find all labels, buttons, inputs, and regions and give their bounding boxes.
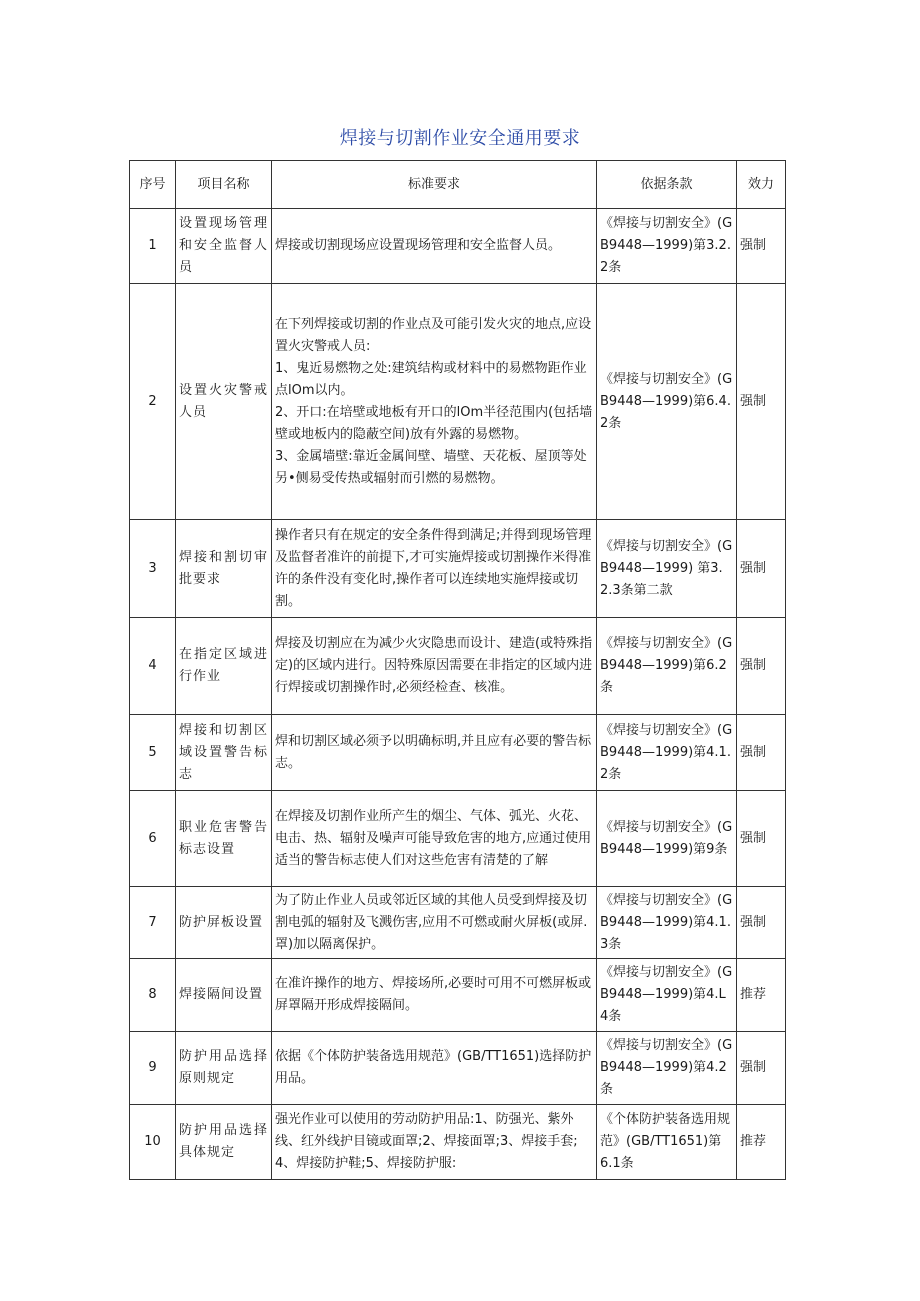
row-requirement (272, 1032, 597, 1105)
requirements-table (129, 160, 786, 1180)
row-number: 9 (130, 1032, 176, 1105)
row-requirement (272, 520, 597, 618)
requirement-line: 操作者只有在规定的安全条件得到满足;并得到现场管理及监督者准许的前提下,才可实施焊接或切割操作米得准许的条件没有变化时,操作者可以连续地实施焊接或切割。 (275, 527, 592, 609)
row-item-name: 焊接和切割区域设置警告标志 (176, 715, 272, 791)
table-row (130, 209, 786, 284)
row-number: 1 (130, 209, 176, 284)
row-requirement (272, 618, 597, 715)
row-number: 8 (130, 959, 176, 1032)
header-requirement: 标准要求 (272, 161, 597, 209)
requirement-line: 在准许操作的地方、焊接场所,必要时可用不可燃屏板或屏罩隔开形成焊接隔间。 (275, 976, 592, 1013)
row-requirement (272, 715, 597, 791)
row-basis: 《焊接与切割安全》(GB9448—1999)第6.2条 (597, 618, 737, 715)
row-item-name: 防护用品选择原则规定 (176, 1032, 272, 1105)
table-row (130, 1105, 786, 1180)
row-effect: 推荐 (737, 1105, 786, 1180)
requirement-line: 焊接或切割现场应设置现场管理和安全监督人员。 (275, 238, 562, 253)
row-number: 3 (130, 520, 176, 618)
table-header-row (130, 161, 786, 209)
row-item-name: 设置现场管理和安全监督人员 (176, 209, 272, 284)
row-effect: 强制 (737, 791, 786, 887)
header-name: 项目名称 (176, 161, 272, 209)
row-requirement (272, 209, 597, 284)
table-row (130, 715, 786, 791)
row-item-name: 设置火灾警戒人员 (176, 284, 272, 520)
table-row (130, 887, 786, 959)
row-basis: 《焊接与切割安全》(GB9448—1999)第4.1.3条 (597, 887, 737, 959)
row-effect: 强制 (737, 209, 786, 284)
table-row (130, 1032, 786, 1105)
row-effect: 强制 (737, 618, 786, 715)
table-body (130, 209, 786, 1180)
table-row (130, 520, 786, 618)
header-effect: 效力 (737, 161, 786, 209)
row-basis: 《焊接与切割安全》(GB9448—1999) 第3.2.3条第二款 (597, 520, 737, 618)
row-basis: 《焊接与切割安全》(GB9448—1999)第9条 (597, 791, 737, 887)
row-effect: 推荐 (737, 959, 786, 1032)
requirement-line: 焊和切割区域必须予以明确标明,并且应有必要的警告标志。 (275, 733, 592, 771)
row-effect: 强制 (737, 887, 786, 959)
row-item-name: 在指定区域进行作业 (176, 618, 272, 715)
table-row (130, 618, 786, 715)
row-basis: 《焊接与切割安全》(GB9448—1999)第4.2条 (597, 1032, 737, 1105)
row-item-name: 焊接和割切审批要求 (176, 520, 272, 618)
row-number: 6 (130, 791, 176, 887)
row-number: 7 (130, 887, 176, 959)
header-no: 序号 (130, 161, 176, 209)
row-item-name: 焊接隔间设置 (176, 959, 272, 1032)
requirement-line: 在下列焊接或切割的作业点及可能引发火灾的地点,应设置火灾警戒人员: (275, 316, 592, 354)
requirement-line: 1、鬼近易燃物之处:建筑结构或材料中的易燃物距作业点lOm以内。 (275, 360, 587, 398)
row-item-name: 职业危害警告标志设置 (176, 791, 272, 887)
row-effect: 强制 (737, 520, 786, 618)
table-row (130, 284, 786, 520)
requirement-line: 为了防止作业人员或邻近区域的其他人员受到焊接及切割电弧的辐射及飞溅伤害,应用不可燃或耐火屏板(或屏.罩)加以隔离保护。 (275, 892, 588, 952)
row-requirement (272, 959, 597, 1032)
row-effect: 强制 (737, 715, 786, 791)
row-requirement (272, 1105, 597, 1180)
page-title: 焊接与切割作业安全通用要求 (339, 128, 581, 149)
row-number: 10 (130, 1105, 176, 1180)
row-item-name: 防护用品选择具体规定 (176, 1105, 272, 1180)
row-requirement (272, 887, 597, 959)
table-row (130, 959, 786, 1032)
row-basis: 《焊接与切割安全》(GB9448—1999)第4.L4条 (597, 959, 737, 1032)
row-requirement (272, 284, 597, 520)
row-number: 5 (130, 715, 176, 791)
requirement-line: 强光作业可以使用的劳动防护用品:1、防强光、紫外线、红外线护目镜或面罩;2、焊接面罩;3、焊接手套;4、焊接防护鞋;5、焊接防护服: (275, 1112, 578, 1171)
requirement-line: 在焊接及切割作业所产生的烟尘、气体、弧光、火花、电击、热、辐射及噪声可能导致危害的地方,应通过使用适当的警告标志使人们对这些危害有清楚的了解 (275, 808, 592, 868)
header-basis: 依据条款 (597, 161, 737, 209)
requirement-line: 焊接及切割应在为减少火灾隐患而设计、建造(或特殊指定)的区域内进行。因特殊原因需要在非指定的区域内进行焊接或切割操作时,必须经检查、核准。 (275, 636, 593, 695)
requirement-line: 依据《个体防护装备选用规范》(GB/TT1651)选择防护用品。 (275, 1049, 592, 1086)
row-number: 4 (130, 618, 176, 715)
row-basis: 《焊接与切割安全》(GB9448—1999)第6.4.2条 (597, 284, 737, 520)
row-basis: 《焊接与切割安全》(GB9448—1999)第3.2.2条 (597, 209, 737, 284)
row-number: 2 (130, 284, 176, 520)
row-item-name: 防护屏板设置 (176, 887, 272, 959)
requirement-line: 3、金属墙壁:靠近金属间壁、墙壁、天花板、屋顶等处另•侧易受传热或辐射而引燃的易燃物。 (275, 448, 587, 486)
row-requirement (272, 791, 597, 887)
row-basis: 《焊接与切割安全》(GB9448—1999)第4.1.2条 (597, 715, 737, 791)
table-row (130, 791, 786, 887)
requirement-line: 2、开口:在培壁或地板有开口的lOm半径范围内(包括墙壁或地板内的隐蔽空间)放有外露的易燃物。 (275, 404, 593, 442)
row-effect: 强制 (737, 284, 786, 520)
row-effect: 强制 (737, 1032, 786, 1105)
row-basis: 《个体防护装备选用规范》(GB/TT1651)第6.1条 (597, 1105, 737, 1180)
